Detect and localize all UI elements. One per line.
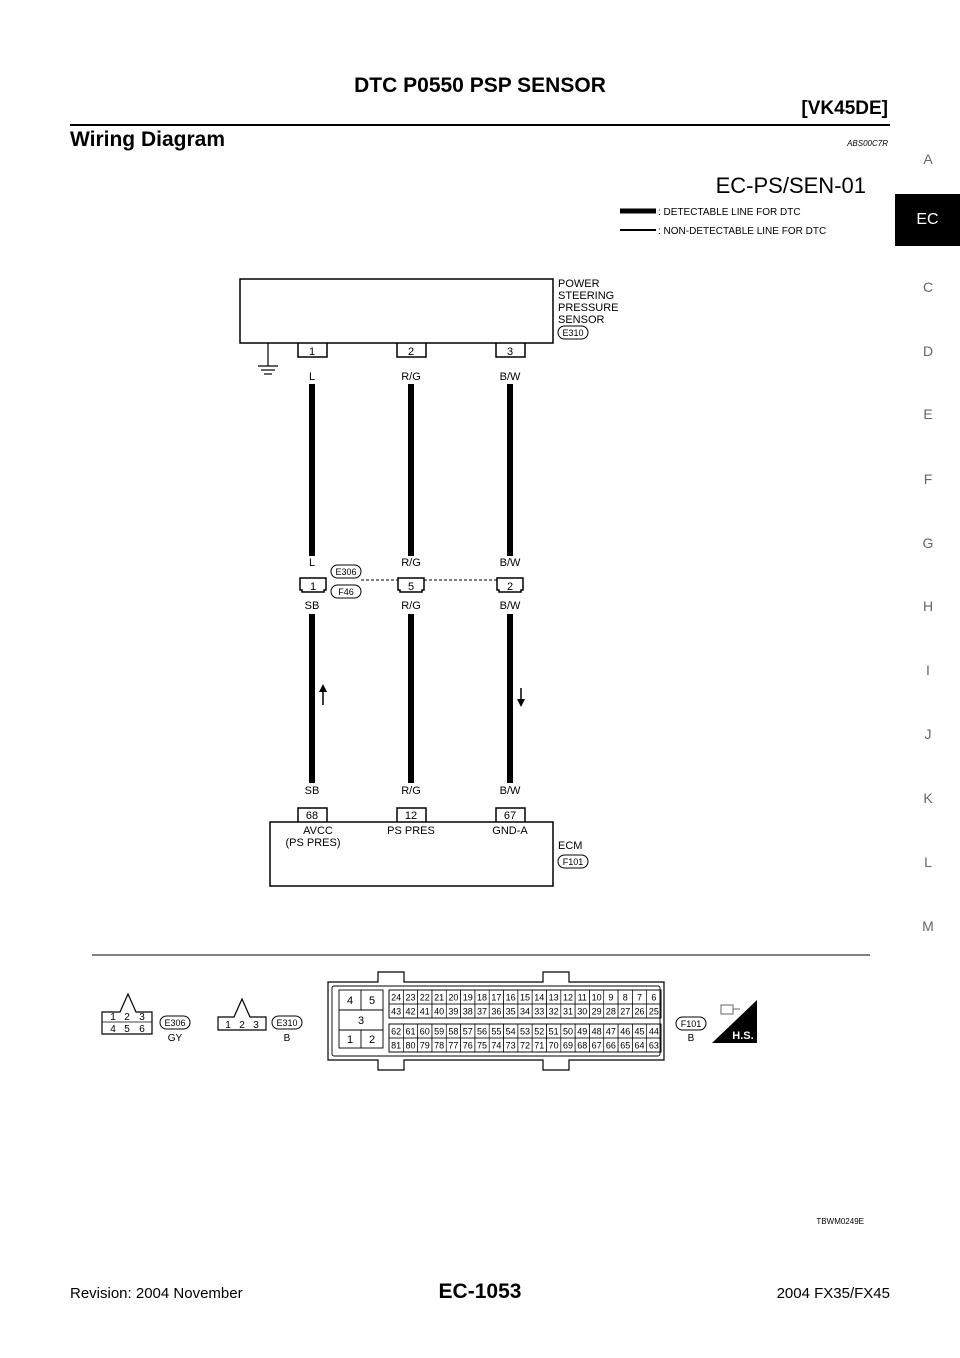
f101-pin-label: 35	[505, 1006, 516, 1017]
ecm-wire-color-2: R/G	[401, 785, 421, 797]
e310-pin: 3	[253, 1020, 259, 1031]
f101-pin-label: 14	[534, 992, 545, 1003]
sensor-name-line-2: STEERING	[558, 290, 615, 302]
f101-pin-label: 27	[620, 1006, 631, 1017]
sensor-name-line-1: POWER	[558, 278, 600, 290]
f101-pin-label: 17	[491, 992, 502, 1003]
f101-pin-label: 40	[434, 1006, 445, 1017]
f101-pin-label: 20	[448, 992, 459, 1003]
side-index-c[interactable]: C	[922, 279, 934, 295]
footer-page-number: EC-1053	[438, 1280, 522, 1303]
f101-pin-label: 26	[634, 1006, 645, 1017]
f101-pin-label: 80	[405, 1040, 416, 1051]
f101-pin-label: 76	[462, 1040, 473, 1051]
ecm-name: ECM	[558, 840, 583, 852]
junction-connector-bottom-id: F46	[338, 587, 354, 597]
f101-pin-label: 18	[477, 992, 488, 1003]
side-index-active-tab[interactable]: EC	[895, 194, 960, 246]
f101-view-id: F101	[680, 1019, 702, 1029]
figure-code: TBWM0249E	[816, 1217, 864, 1226]
ecm-pin-67: 67	[503, 810, 517, 822]
sensor-wire-color-2: R/G	[401, 371, 421, 383]
ecm-connector-id: F101	[562, 857, 584, 867]
f101-pin-label: 52	[534, 1026, 545, 1037]
side-index-a[interactable]: A	[923, 151, 933, 167]
sensor-box	[240, 279, 553, 343]
f101-pin-label: 46	[620, 1026, 631, 1037]
f101-big-pin: 1	[346, 1034, 354, 1046]
f101-left-block	[339, 990, 383, 1048]
section-code: ABS00C7R	[847, 139, 888, 148]
f101-pin-label: 66	[605, 1040, 616, 1051]
f101-pin-label: 39	[448, 1006, 459, 1017]
diagram-id: EC-PS/SEN-01	[715, 173, 866, 198]
f101-big-pin: 5	[368, 995, 376, 1007]
e306-pin: 2	[124, 1012, 130, 1023]
f101-pin-label: 42	[405, 1006, 416, 1017]
f101-pin-label: 73	[505, 1040, 516, 1051]
harness-side-label: H.S.	[732, 1030, 754, 1042]
sensor-pin-3: 3	[506, 346, 514, 358]
f101-pin-label: 67	[591, 1040, 602, 1051]
f101-pin-label: 79	[419, 1040, 430, 1051]
f101-pin-label: 64	[634, 1040, 645, 1051]
f101-pin-label: 29	[591, 1006, 602, 1017]
f101-pin-label: 51	[548, 1026, 559, 1037]
f101-pin-label: 43	[391, 1006, 402, 1017]
side-index-j[interactable]: J	[924, 726, 932, 742]
f101-pin-label: 53	[519, 1026, 531, 1037]
footer-revision: Revision: 2004 November	[70, 1285, 243, 1302]
e306-view-color: GY	[167, 1033, 183, 1044]
e306-pin: 1	[110, 1012, 116, 1023]
f101-pin-label: 8	[622, 992, 628, 1003]
junction-pin-1: 1	[309, 581, 317, 593]
f101-pin-label: 12	[562, 992, 573, 1003]
sensor-connector-id: E310	[562, 328, 584, 338]
f101-pin-label: 44	[648, 1026, 659, 1037]
sensor-pin-1: 1	[308, 346, 316, 358]
legend-detectable-text: : DETECTABLE LINE FOR DTC	[658, 207, 801, 218]
junction-bottom-color-1: SB	[304, 600, 320, 612]
e306-pin: 5	[124, 1024, 130, 1035]
e306-pin: 3	[139, 1012, 145, 1023]
f101-pin-label: 31	[562, 1006, 573, 1017]
f101-pin-label: 55	[491, 1026, 502, 1037]
f101-pin-label: 54	[505, 1026, 516, 1037]
f101-pin-label: 50	[562, 1026, 573, 1037]
f101-pin-label: 7	[637, 992, 643, 1003]
f101-pin-label: 15	[519, 992, 531, 1003]
side-index-f[interactable]: F	[923, 471, 933, 487]
f101-pin-label: 60	[419, 1026, 430, 1037]
f101-pin-label: 61	[405, 1026, 416, 1037]
sensor-pin-2: 2	[407, 346, 415, 358]
f101-pin-label: 13	[548, 992, 559, 1003]
f101-pin-label: 41	[419, 1006, 430, 1017]
f101-pin-label: 19	[462, 992, 473, 1003]
f101-pin-label: 21	[434, 992, 445, 1003]
f101-big-pin: 4	[346, 995, 354, 1007]
f101-pin-label: 37	[477, 1006, 488, 1017]
f101-pin-label: 75	[477, 1040, 488, 1051]
section-title: Wiring Diagram	[70, 128, 225, 151]
f101-pin-label: 34	[519, 1006, 531, 1017]
side-index-m[interactable]: M	[922, 918, 934, 934]
f101-pin-label: 36	[491, 1006, 502, 1017]
f101-pin-label: 45	[634, 1026, 645, 1037]
f101-pin-label: 24	[391, 992, 402, 1003]
f101-pin-label: 48	[591, 1026, 602, 1037]
side-index-k[interactable]: K	[923, 790, 933, 806]
f101-pin-label: 38	[462, 1006, 473, 1017]
harness-side-icon-plug	[721, 1005, 733, 1014]
f101-big-pin: 2	[368, 1034, 376, 1046]
ecm-wire-color-3: B/W	[499, 785, 521, 797]
side-index-l[interactable]: L	[924, 854, 932, 870]
f101-connector-face	[328, 972, 664, 1070]
f101-pin-label: 57	[462, 1026, 473, 1037]
junction-top-color-3: B/W	[499, 557, 521, 569]
ecm-terminal-avcc-sub: (PS PRES)	[285, 837, 341, 849]
f101-pin-label: 71	[534, 1040, 545, 1051]
legend-non-detectable-text: : NON-DETECTABLE LINE FOR DTC	[658, 226, 827, 237]
ecm-terminal-ps-pres: PS PRES	[387, 825, 435, 837]
side-index-h[interactable]: H	[922, 598, 934, 614]
page-header-title: DTC P0550 PSP SENSOR	[354, 74, 606, 97]
f101-pin-label: 9	[608, 992, 614, 1003]
f101-pin-label: 33	[534, 1006, 545, 1017]
ecm-terminal-avcc: AVCC	[303, 825, 333, 837]
f101-pin-label: 72	[519, 1040, 531, 1051]
ecm-terminal-gnd-a: GND-A	[492, 825, 528, 837]
junction-bottom-color-2: R/G	[401, 600, 421, 612]
f101-pin-label: 22	[419, 992, 430, 1003]
f101-pin-label: 47	[605, 1026, 616, 1037]
e310-view-color: B	[283, 1033, 291, 1044]
sensor-name-line-3: PRESSURE	[558, 302, 619, 314]
f101-pin-label: 11	[577, 992, 587, 1003]
side-index-i[interactable]: I	[926, 662, 930, 678]
footer-model: 2004 FX35/FX45	[776, 1285, 890, 1302]
f101-pin-label: 74	[491, 1040, 502, 1051]
junction-bottom-color-3: B/W	[499, 600, 521, 612]
sensor-name-line-4: SENSOR	[558, 314, 605, 326]
f101-pin-label: 59	[434, 1026, 445, 1037]
f101-pin-label: 23	[405, 992, 416, 1003]
f101-pin-label: 6	[651, 992, 657, 1003]
f101-pin-label: 65	[620, 1040, 631, 1051]
arrow-down-icon	[517, 699, 525, 707]
f101-pin-label: 30	[577, 1006, 588, 1017]
junction-top-color-2: R/G	[401, 557, 421, 569]
junction-pin-2: 2	[506, 581, 514, 593]
ecm-pin-68: 68	[305, 810, 319, 822]
arrow-up-icon	[319, 684, 327, 692]
side-index-e[interactable]: E	[923, 406, 933, 422]
ecm-pin-12: 12	[404, 810, 418, 822]
f101-pin-label: 25	[648, 1006, 659, 1017]
f101-pin-label: 68	[577, 1040, 588, 1051]
ecm-wire-color-1: SB	[304, 785, 320, 797]
f101-pin-label: 81	[391, 1040, 402, 1051]
e306-pin: 6	[139, 1024, 145, 1035]
side-index-d[interactable]: D	[922, 343, 934, 359]
f101-pin-label: 10	[591, 992, 602, 1003]
f101-pin-label: 70	[548, 1040, 559, 1051]
junction-connector-top-id: E306	[335, 567, 357, 577]
f101-pin-label: 62	[391, 1026, 402, 1037]
f101-pin-label: 16	[505, 992, 516, 1003]
f101-pin-label: 58	[448, 1026, 459, 1037]
f101-pin-label: 32	[548, 1006, 559, 1017]
f101-pin-label: 28	[605, 1006, 616, 1017]
e310-pin: 2	[239, 1020, 245, 1031]
f101-big-pin: 3	[357, 1015, 365, 1027]
junction-pin-5: 5	[407, 581, 415, 593]
f101-view-color: B	[687, 1033, 695, 1044]
sensor-wire-color-1: L	[308, 371, 316, 383]
f101-pin-label: 63	[648, 1040, 659, 1051]
f101-pin-label: 77	[448, 1040, 459, 1051]
e310-view-id: E310	[276, 1018, 298, 1028]
e310-pin: 1	[225, 1020, 231, 1031]
e306-view-id: E306	[164, 1018, 186, 1028]
f101-pin-label: 49	[577, 1026, 588, 1037]
side-index-g[interactable]: G	[922, 535, 934, 551]
harness-side-icon	[712, 1000, 757, 1043]
f101-cells	[389, 990, 661, 1052]
f101-pin-label: 69	[562, 1040, 573, 1051]
junction-top-color-1: L	[308, 557, 316, 569]
sensor-wire-color-3: B/W	[499, 371, 521, 383]
f101-pin-label: 56	[477, 1026, 488, 1037]
e306-pin: 4	[110, 1024, 116, 1035]
f101-pin-label: 78	[434, 1040, 445, 1051]
engine-label: [VK45DE]	[801, 98, 888, 119]
